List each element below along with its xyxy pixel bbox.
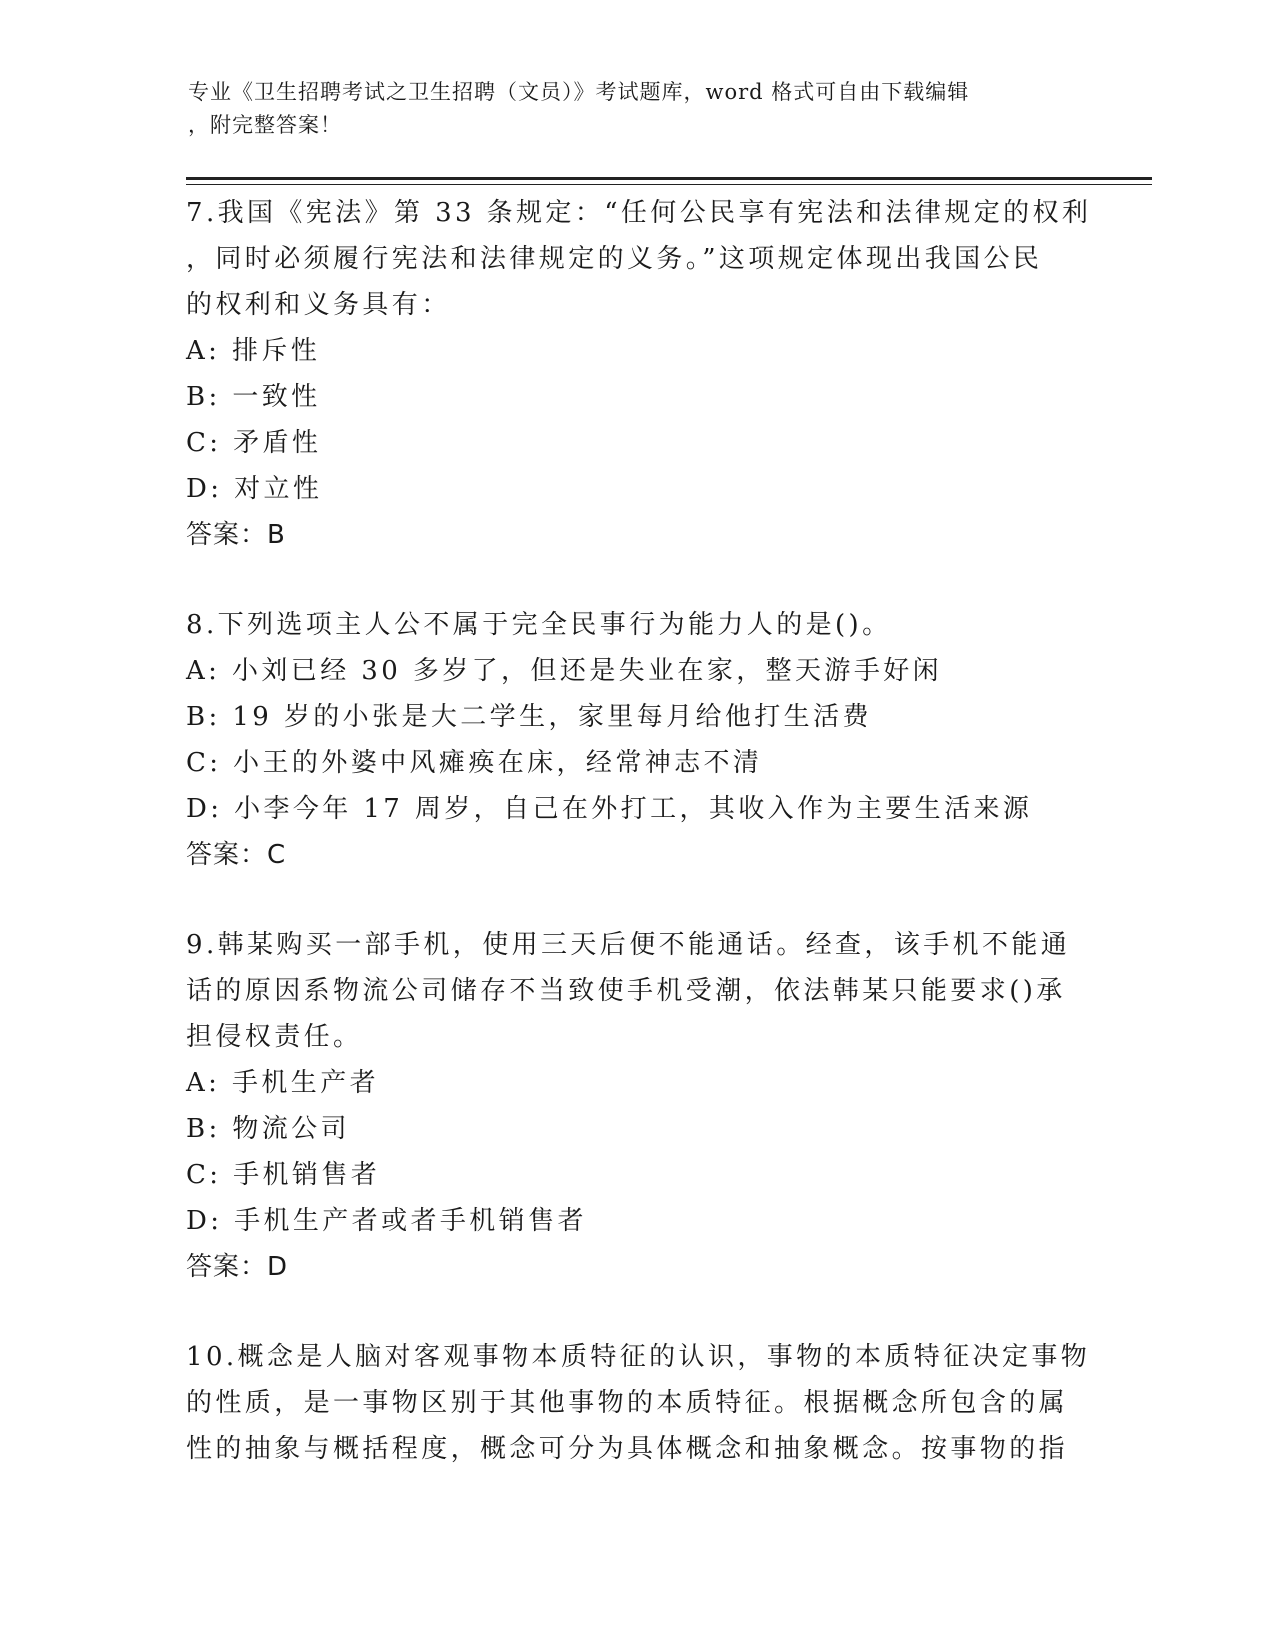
question-text-line: 的性质，是一事物区别于其他事物的本质特征。根据概念所包含的属 <box>186 1388 1069 1418</box>
header-rule-thin <box>186 184 1152 185</box>
question-text-line: 10.概念是人脑对客观事物本质特征的认识，事物的本质特征决定事物 <box>186 1342 1091 1372</box>
option-c: C: 手机销售者 <box>186 1160 381 1190</box>
answer: 答案：B <box>186 520 286 550</box>
option-b: B: 一致性 <box>186 382 321 412</box>
question-text-line: ，同时必须履行宪法和法律规定的义务。”这项规定体现出我国公民 <box>186 244 1043 274</box>
option-a: A: 小刘已经 30 多岁了，但还是失业在家，整天游手好闲 <box>186 656 943 686</box>
question-7 <box>186 190 1092 558</box>
option-a: A: 手机生产者 <box>186 1068 380 1098</box>
question-9 <box>186 922 1086 1290</box>
question-10 <box>186 1334 1091 1472</box>
question-text-line: 话的原因系物流公司储存不当致使手机受潮，依法韩某只能要求()承 <box>186 976 1066 1006</box>
option-d: D: 小李今年 17 周岁，自己在外打工，其收入作为主要生活来源 <box>186 794 1033 824</box>
question-text-line: 8.下列选项主人公不属于完全民事行为能力人的是()。 <box>186 610 892 640</box>
question-text-line: 担侵权责任。 <box>186 1022 363 1052</box>
option-c: C: 小王的外婆中风瘫痪在床，经常神志不清 <box>186 748 763 778</box>
option-b: B: 19 岁的小张是大二学生，家里每月给他打生活费 <box>186 702 872 732</box>
option-d: D: 对立性 <box>186 474 323 504</box>
header-rule-thick <box>186 177 1152 180</box>
question-text-line: 7.我国《宪法》第 33 条规定：“任何公民享有宪法和法律规定的权利 <box>186 198 1092 228</box>
document-header <box>188 76 1068 142</box>
question-text-line: 性的抽象与概括程度，概念可分为具体概念和抽象概念。按事物的指 <box>186 1434 1069 1464</box>
answer: 答案：D <box>186 1252 289 1282</box>
question-text-line: 9.韩某购买一部手机，使用三天后便不能通话。经查，该手机不能通 <box>186 930 1071 960</box>
question-text-line: 的权利和义务具有： <box>186 290 451 320</box>
option-b: B: 物流公司 <box>186 1114 350 1144</box>
answer: 答案：C <box>186 840 287 870</box>
option-d: D: 手机生产者或者手机销售者 <box>186 1206 587 1236</box>
option-c: C: 矛盾性 <box>186 428 322 458</box>
header-line-1: 专业《卫生招聘考试之卫生招聘（文员）》考试题库，word 格式可自由下载编辑 <box>188 80 970 104</box>
option-a: A: 排斥性 <box>186 336 321 366</box>
question-list <box>186 190 1092 1516</box>
question-8 <box>186 602 1086 878</box>
header-line-2: ，附完整答案！ <box>188 113 342 137</box>
